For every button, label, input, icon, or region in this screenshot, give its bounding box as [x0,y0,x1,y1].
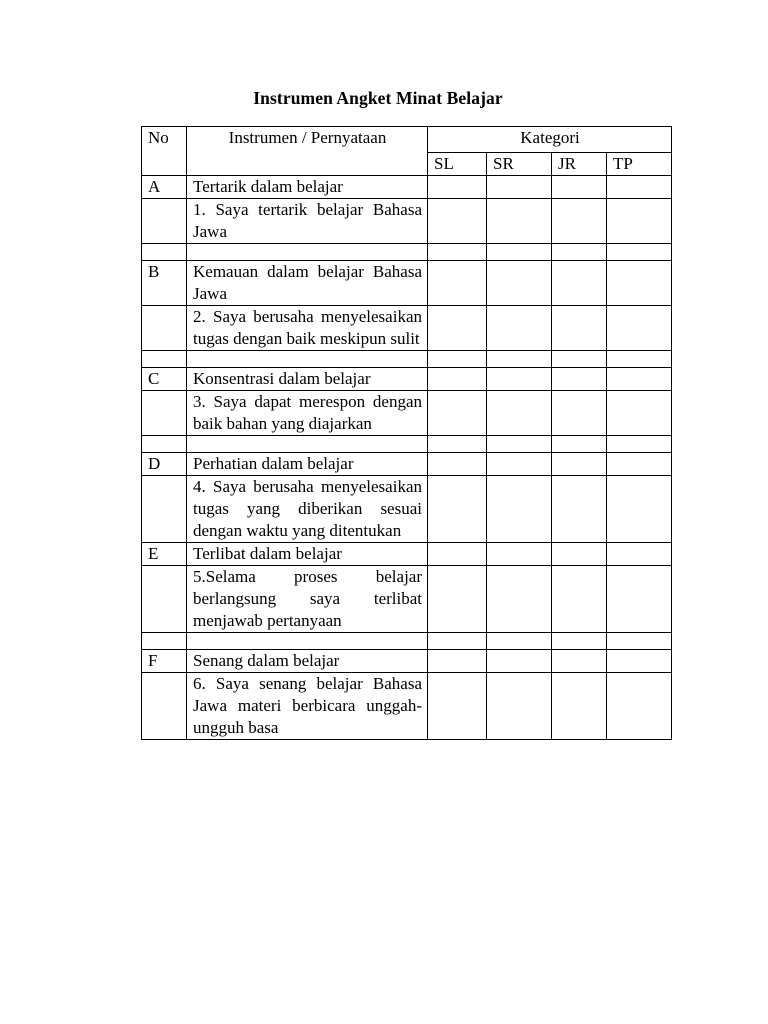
statement-number-cell [142,566,187,633]
section-heading: Senang dalam belajar [187,650,428,673]
section-heading: Perhatian dalam belajar [187,453,428,476]
answer-cell-sr[interactable] [487,650,552,673]
spacer-row [142,351,672,368]
statement-number-cell [142,306,187,351]
statement-row [142,391,672,436]
section-letter: E [142,543,187,566]
answer-cell-sl[interactable] [428,368,487,391]
answer-cell-tp[interactable] [607,566,672,633]
answer-cell-sl[interactable] [428,650,487,673]
answer-cell-tp[interactable] [607,176,672,199]
statement-number-cell [142,673,187,740]
section-letter: A [142,176,187,199]
section-heading-row [142,543,672,566]
answer-cell-sr[interactable] [487,176,552,199]
statement-number-cell [142,199,187,244]
answer-cell-tp[interactable] [607,368,672,391]
section-heading-row [142,650,672,673]
answer-cell-sl[interactable] [428,306,487,351]
section-heading-row [142,261,672,306]
section-heading: Tertarik dalam belajar [187,176,428,199]
statement-row [142,566,672,633]
statement-row [142,199,672,244]
answer-cell-tp[interactable] [607,650,672,673]
answer-cell-jr[interactable] [552,566,607,633]
answer-cell-jr[interactable] [552,306,607,351]
header-category: Kategori [428,127,672,153]
answer-cell-tp[interactable] [607,453,672,476]
section-letter: B [142,261,187,306]
answer-cell-jr[interactable] [552,543,607,566]
spacer-row [142,633,672,650]
statement-text: 5.Selama proses belajar berlangsung saya terlibat menjawab pertanyaan [187,566,428,633]
answer-cell-sl[interactable] [428,476,487,543]
answer-cell-tp[interactable] [607,261,672,306]
header-option-tp: TP [607,153,672,176]
answer-cell-sr[interactable] [487,199,552,244]
answer-cell-jr[interactable] [552,176,607,199]
section-heading-row [142,453,672,476]
answer-cell-sl[interactable] [428,673,487,740]
answer-cell-tp[interactable] [607,391,672,436]
statement-text: 6. Saya senang belajar Bahasa Jawa materi berbicara unggah-ungguh basa [187,673,428,740]
answer-cell-sl[interactable] [428,391,487,436]
header-option-jr: JR [552,153,607,176]
answer-cell-tp[interactable] [607,543,672,566]
section-letter: D [142,453,187,476]
answer-cell-jr[interactable] [552,650,607,673]
header-option-sr: SR [487,153,552,176]
answer-cell-sl[interactable] [428,261,487,306]
section-heading-row [142,176,672,199]
answer-cell-jr[interactable] [552,476,607,543]
answer-cell-jr[interactable] [552,391,607,436]
answer-cell-sr[interactable] [487,368,552,391]
section-letter: C [142,368,187,391]
section-heading-row [142,368,672,391]
answer-cell-sr[interactable] [487,673,552,740]
statement-number-cell [142,476,187,543]
statement-row [142,476,672,543]
section-letter: F [142,650,187,673]
header-option-sl: SL [428,153,487,176]
statement-number-cell [142,391,187,436]
answer-cell-sr[interactable] [487,391,552,436]
statement-text: 3. Saya dapat merespon dengan baik bahan yang diajarkan [187,391,428,436]
questionnaire-table [141,126,672,740]
answer-cell-sr[interactable] [487,261,552,306]
answer-cell-sr[interactable] [487,543,552,566]
answer-cell-tp[interactable] [607,476,672,543]
answer-cell-sl[interactable] [428,176,487,199]
answer-cell-jr[interactable] [552,368,607,391]
answer-cell-sr[interactable] [487,566,552,633]
answer-cell-tp[interactable] [607,199,672,244]
answer-cell-sl[interactable] [428,199,487,244]
statement-text: 2. Saya berusaha menyelesaikan tugas dengan baik meskipun sulit [187,306,428,351]
answer-cell-sr[interactable] [487,306,552,351]
answer-cell-jr[interactable] [552,199,607,244]
statement-text: 1. Saya tertarik belajar Bahasa Jawa [187,199,428,244]
header-statement: Instrumen / Pernyataan [187,127,428,176]
header-no: No [142,127,187,176]
answer-cell-jr[interactable] [552,453,607,476]
statement-text: 4. Saya berusaha menyelesaikan tugas yang diberikan sesuai dengan waktu yang ditentukan [187,476,428,543]
statement-row [142,673,672,740]
section-heading: Terlibat dalam belajar [187,543,428,566]
answer-cell-sl[interactable] [428,543,487,566]
spacer-row [142,436,672,453]
answer-cell-tp[interactable] [607,673,672,740]
answer-cell-jr[interactable] [552,673,607,740]
statement-row [142,306,672,351]
answer-cell-sr[interactable] [487,476,552,543]
answer-cell-sl[interactable] [428,566,487,633]
document-title: Instrumen Angket Minat Belajar [253,88,503,108]
spacer-row [142,244,672,261]
section-heading: Konsentrasi dalam belajar [187,368,428,391]
answer-cell-sl[interactable] [428,453,487,476]
answer-cell-jr[interactable] [552,261,607,306]
section-heading: Kemauan dalam belajar Bahasa Jawa [187,261,428,306]
answer-cell-tp[interactable] [607,306,672,351]
answer-cell-sr[interactable] [487,453,552,476]
header-row [142,127,672,153]
